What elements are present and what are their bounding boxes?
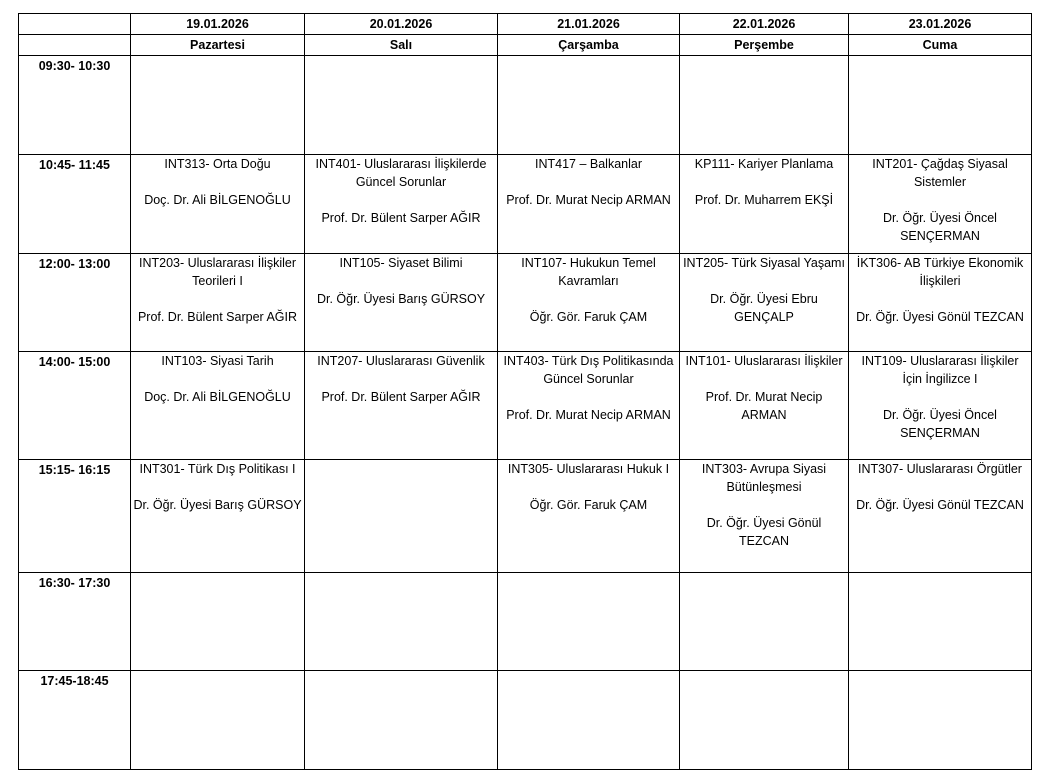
course-title: KP111- Kariyer Planlama bbox=[694, 157, 834, 171]
cell-spacer bbox=[851, 290, 1029, 308]
course-cell bbox=[498, 352, 680, 460]
lecturer-name: Öğr. Gör. Faruk ÇAM bbox=[529, 310, 648, 324]
course-cell bbox=[849, 460, 1032, 573]
course-title: INT107- Hukukun Temel Kavramları bbox=[521, 256, 656, 288]
course-cell bbox=[305, 671, 498, 770]
lecturer-name: Prof. Dr. Muharrem EKŞİ bbox=[694, 193, 834, 207]
lecturer-name: Dr. Öğr. Üyesi Öncel SENÇERMAN bbox=[883, 211, 997, 243]
time-slot-cell bbox=[19, 671, 131, 770]
lecturer-name: Prof. Dr. Murat Necip ARMAN bbox=[506, 193, 671, 207]
cell-spacer bbox=[307, 370, 495, 388]
time-slot-cell bbox=[19, 254, 131, 352]
course-cell bbox=[305, 254, 498, 352]
lecturer-name: Prof. Dr. Bülent Sarper AĞIR bbox=[137, 310, 298, 324]
time-slot-cell bbox=[19, 460, 131, 573]
course-cell bbox=[498, 155, 680, 254]
course-title: INT203- Uluslararası İlişkiler Teorileri I bbox=[139, 256, 296, 288]
time-slot-label: 15:15- 16:15 bbox=[38, 463, 111, 477]
course-cell bbox=[680, 56, 849, 155]
time-slot-label: 16:30- 17:30 bbox=[38, 576, 111, 590]
course-title: INT109- Uluslararası İlişkiler İçin İngilizce I bbox=[861, 354, 1019, 386]
course-title: INT201- Çağdaş Siyasal Sistemler bbox=[872, 157, 1008, 189]
time-slot-row bbox=[19, 155, 1032, 254]
corner-cell bbox=[19, 35, 131, 56]
course-cell bbox=[131, 671, 305, 770]
cell-spacer bbox=[133, 370, 302, 388]
cell-spacer bbox=[682, 496, 846, 514]
cell-spacer bbox=[133, 173, 302, 191]
lecturer-name: Dr. Öğr. Üyesi Gönül TEZCAN bbox=[706, 516, 822, 548]
course-cell bbox=[680, 671, 849, 770]
course-title: INT307- Uluslararası Örgütler bbox=[858, 462, 1022, 476]
time-slot-cell bbox=[19, 352, 131, 460]
date-cell: 23.01.2026 bbox=[849, 14, 1032, 35]
time-slot-row bbox=[19, 460, 1032, 573]
lecturer-name: Dr. Öğr. Üyesi Gönül TEZCAN bbox=[856, 498, 1024, 512]
time-slot-label: 12:00- 13:00 bbox=[38, 257, 111, 271]
course-cell bbox=[498, 573, 680, 671]
cell-spacer bbox=[851, 191, 1029, 209]
course-title: INT301- Türk Dış Politikası I bbox=[139, 462, 296, 476]
course-cell bbox=[131, 460, 305, 573]
date-header-row bbox=[19, 14, 1032, 35]
course-title: INT103- Siyasi Tarih bbox=[161, 354, 274, 368]
course-cell bbox=[305, 352, 498, 460]
cell-spacer bbox=[307, 272, 495, 290]
corner-cell bbox=[19, 14, 131, 35]
course-title: INT101- Uluslararası İlişkiler bbox=[685, 354, 843, 368]
lecturer-name: Dr. Öğr. Üyesi Barış GÜRSOY bbox=[133, 498, 302, 512]
course-title: İKT306- AB Türkiye Ekonomik İlişkileri bbox=[856, 256, 1024, 288]
day-cell: Çarşamba bbox=[498, 35, 680, 56]
time-slot-row bbox=[19, 573, 1032, 671]
course-cell bbox=[680, 460, 849, 573]
course-title: INT313- Orta Doğu bbox=[164, 157, 271, 171]
course-cell bbox=[498, 671, 680, 770]
cell-spacer bbox=[133, 290, 302, 308]
cell-spacer bbox=[682, 173, 846, 191]
course-title: INT403- Türk Dış Politikasında Güncel Sorunlar bbox=[503, 354, 674, 386]
course-title: INT305- Uluslararası Hukuk I bbox=[507, 462, 670, 476]
course-title: INT417 – Balkanlar bbox=[534, 157, 642, 171]
lecturer-name: Dr. Öğr. Üyesi Öncel SENÇERMAN bbox=[883, 408, 997, 440]
course-cell bbox=[131, 254, 305, 352]
course-cell bbox=[849, 254, 1032, 352]
cell-spacer bbox=[682, 370, 846, 388]
course-title: INT207- Uluslararası Güvenlik bbox=[317, 354, 485, 368]
course-title: INT401- Uluslararası İlişkilerde Güncel Sorunlar bbox=[315, 157, 487, 189]
course-cell bbox=[305, 56, 498, 155]
schedule-table bbox=[18, 13, 1032, 770]
course-cell bbox=[498, 460, 680, 573]
date-cell: 22.01.2026 bbox=[680, 14, 849, 35]
course-cell bbox=[131, 352, 305, 460]
lecturer-name: Doç. Dr. Ali BİLGENOĞLU bbox=[144, 390, 291, 404]
time-slot-cell bbox=[19, 155, 131, 254]
course-cell bbox=[680, 573, 849, 671]
lecturer-name: Prof. Dr. Murat Necip ARMAN bbox=[506, 408, 671, 422]
course-cell bbox=[849, 671, 1032, 770]
day-cell: Salı bbox=[305, 35, 498, 56]
course-title: INT105- Siyaset Bilimi bbox=[339, 256, 463, 270]
course-cell bbox=[305, 573, 498, 671]
time-slot-cell bbox=[19, 573, 131, 671]
course-cell bbox=[131, 155, 305, 254]
course-cell bbox=[305, 155, 498, 254]
time-slot-row bbox=[19, 352, 1032, 460]
cell-spacer bbox=[500, 478, 677, 496]
course-cell bbox=[849, 573, 1032, 671]
cell-spacer bbox=[682, 272, 846, 290]
cell-spacer bbox=[133, 478, 302, 496]
cell-spacer bbox=[307, 191, 495, 209]
course-cell bbox=[849, 352, 1032, 460]
course-cell bbox=[305, 460, 498, 573]
day-header-row bbox=[19, 35, 1032, 56]
course-cell bbox=[849, 56, 1032, 155]
date-cell: 19.01.2026 bbox=[131, 14, 305, 35]
cell-spacer bbox=[851, 388, 1029, 406]
lecturer-name: Prof. Dr. Murat Necip ARMAN bbox=[705, 390, 823, 422]
lecturer-name: Dr. Öğr. Üyesi Gönül TEZCAN bbox=[856, 310, 1024, 324]
time-slot-cell bbox=[19, 56, 131, 155]
time-slot-label: 10:45- 11:45 bbox=[39, 158, 110, 172]
course-cell bbox=[849, 155, 1032, 254]
course-cell bbox=[680, 352, 849, 460]
cell-spacer bbox=[500, 290, 677, 308]
course-cell bbox=[498, 254, 680, 352]
lecturer-name: Öğr. Gör. Faruk ÇAM bbox=[529, 498, 648, 512]
time-slot-row bbox=[19, 56, 1032, 155]
time-slot-label: 14:00- 15:00 bbox=[38, 355, 111, 369]
day-cell: Cuma bbox=[849, 35, 1032, 56]
lecturer-name: Dr. Öğr. Üyesi Ebru GENÇALP bbox=[710, 292, 818, 324]
day-cell: Pazartesi bbox=[131, 35, 305, 56]
lecturer-name: Dr. Öğr. Üyesi Barış GÜRSOY bbox=[316, 292, 486, 306]
course-cell bbox=[498, 56, 680, 155]
course-title: INT303- Avrupa Siyasi Bütünleşmesi bbox=[701, 462, 827, 494]
time-slot-row bbox=[19, 254, 1032, 352]
course-title: INT205- Türk Siyasal Yaşamı bbox=[683, 256, 845, 270]
cell-spacer bbox=[500, 173, 677, 191]
cell-spacer bbox=[851, 478, 1029, 496]
day-cell: Perşembe bbox=[680, 35, 849, 56]
lecturer-name: Prof. Dr. Bülent Sarper AĞIR bbox=[321, 390, 481, 404]
date-cell: 21.01.2026 bbox=[498, 14, 680, 35]
cell-spacer bbox=[500, 388, 677, 406]
course-cell bbox=[680, 254, 849, 352]
time-slot-label: 17:45-18:45 bbox=[40, 674, 109, 688]
lecturer-name: Prof. Dr. Bülent Sarper AĞIR bbox=[321, 211, 481, 225]
course-cell bbox=[680, 155, 849, 254]
time-slot-label: 09:30- 10:30 bbox=[38, 59, 111, 73]
course-cell bbox=[131, 573, 305, 671]
lecturer-name: Doç. Dr. Ali BİLGENOĞLU bbox=[144, 193, 291, 207]
time-slot-row bbox=[19, 671, 1032, 770]
date-cell: 20.01.2026 bbox=[305, 14, 498, 35]
course-cell bbox=[131, 56, 305, 155]
